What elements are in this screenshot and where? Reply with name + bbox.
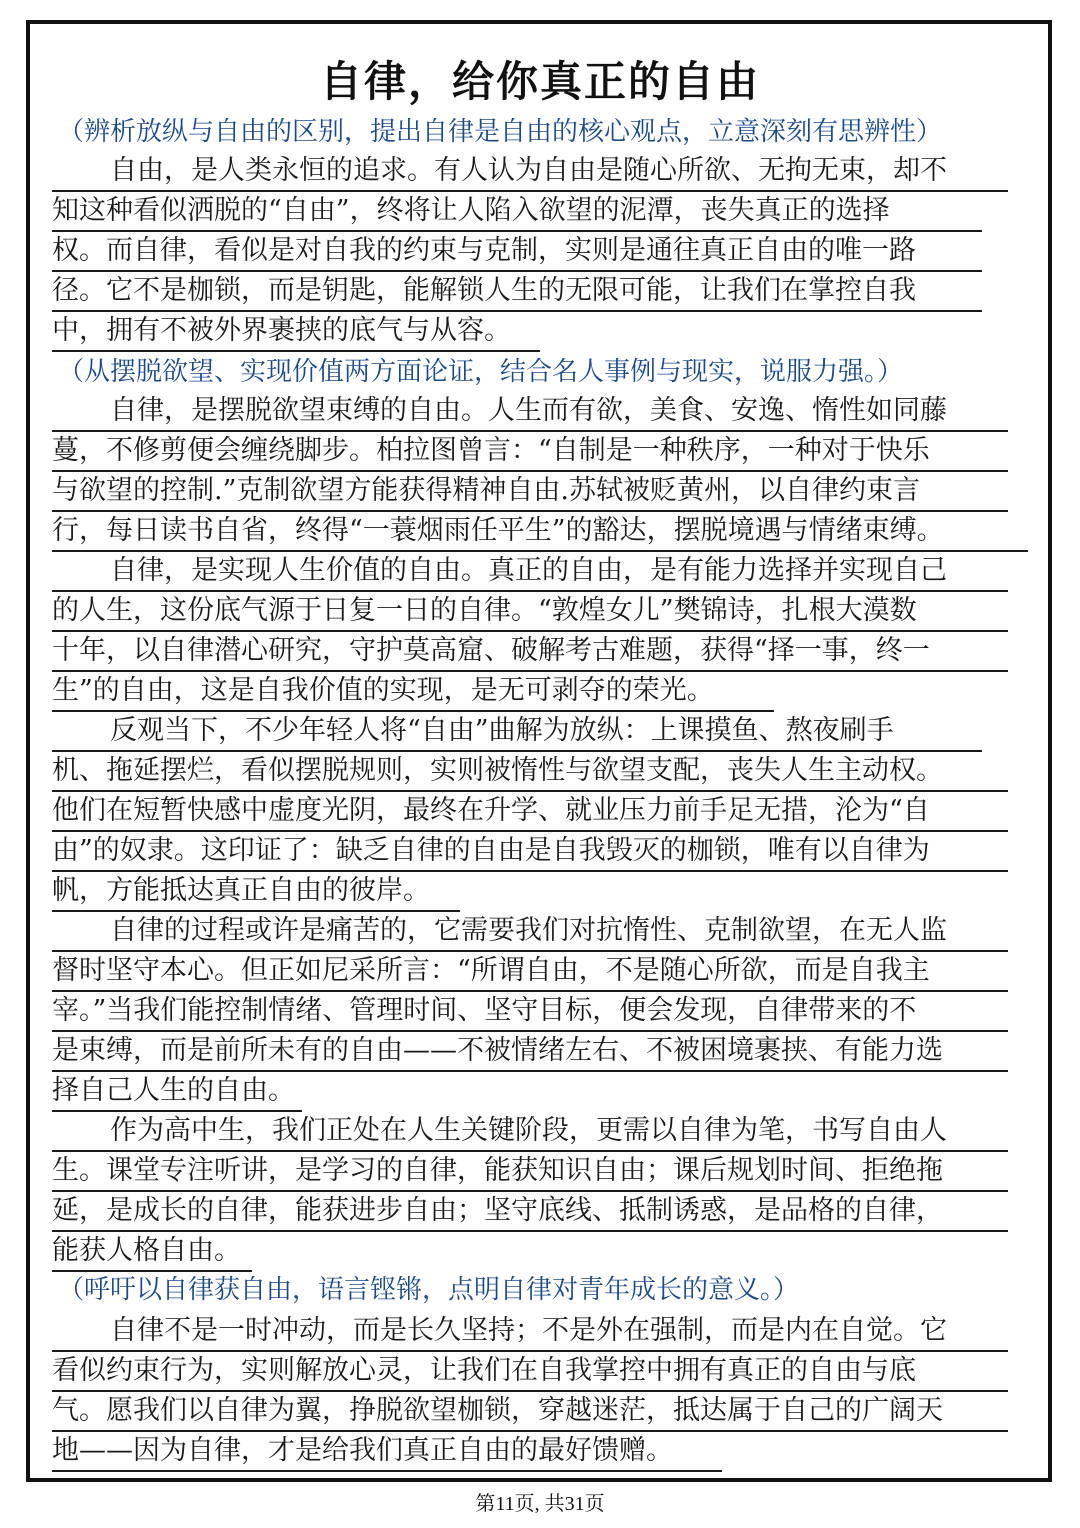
- text-line: 知这种看似洒脱的“自由”，终将让人陷入欲望的泥潭，丧失真正的选择: [52, 192, 982, 232]
- text-line: 自由，是人类永恒的追求。有人认为自由是随心所欲、无拘无束，却不: [52, 152, 1008, 192]
- text-line: 自律不是一时冲动，而是长久坚持；不是外在强制，而是内在自觉。它: [52, 1312, 1008, 1352]
- text-line: 宰。”当我们能控制情绪、管理时间、坚守目标，便会发现，自律带来的不: [52, 992, 1008, 1032]
- text-line: 径。它不是枷锁，而是钥匙，能解锁人生的无限可能，让我们在掌控自我: [52, 272, 982, 312]
- annotation-note: （呼吁以自律获自由，语言铿锵，点明自律对青年成长的意义。）: [58, 1275, 800, 1305]
- text-line: 自律，是实现人生价值的自由。真正的自由，是有能力选择并实现自己: [52, 552, 1008, 592]
- text-line: 的人生，这份底气源于日复一日的自律。“敦煌女儿”樊锦诗，扎根大漠数: [52, 592, 1008, 632]
- text-line: 由”的奴隶。这印证了：缺乏自律的自由是自我毁灭的枷锁，唯有以自律为: [52, 832, 1008, 872]
- text-line: 是束缚，而是前所未有的自由——不被情绪左右、不被困境裹挟、有能力选: [52, 1032, 1008, 1072]
- text-line: 延，是成长的自律，能获进步自由；坚守底线、抵制诱惑，是品格的自律，: [52, 1192, 1008, 1232]
- text-line: 能获人格自由。: [52, 1232, 252, 1272]
- annotation-note: （从摆脱欲望、实现价值两方面论证，结合名人事例与现实，说服力强。）: [58, 357, 904, 387]
- text-line: 地——因为自律，才是给我们真正自由的最好馈赠。: [52, 1432, 722, 1472]
- text-line: 反观当下，不少年轻人将“自由”曲解为放纵：上课摸鱼、熬夜刷手: [52, 712, 982, 752]
- text-line: 择自己人生的自由。: [52, 1072, 302, 1112]
- text-line: 机、拖延摆烂，看似摆脱规则，实则被惰性与欲望支配，丧失人生主动权。: [52, 752, 1008, 792]
- text-line: 生。课堂专注听讲，是学习的自律，能获知识自由；课后规划时间、拒绝拖: [52, 1152, 1008, 1192]
- text-line: 气。愿我们以自律为翼，挣脱欲望枷锁，穿越迷茫，抵达属于自己的广阔天: [52, 1392, 1008, 1432]
- text-line: 他们在短暂快感中虚度光阴，最终在升学、就业压力前手足无措，沦为“自: [52, 792, 1008, 832]
- text-line: 看似约束行为，实则解放心灵，让我们在自我掌控中拥有真正的自由与底: [52, 1352, 1008, 1392]
- annotation-note: （辨析放纵与自由的区别，提出自律是自由的核心观点，立意深刻有思辨性）: [58, 117, 943, 147]
- text-line: 生”的自由，这是自我价值的实现，是无可剥夺的荣光。: [52, 672, 774, 712]
- text-line: 自律，是摆脱欲望束缚的自由。人生而有欲，美食、安逸、惰性如同藤: [52, 392, 1008, 432]
- text-line: 权。而自律，看似是对自我的约束与克制，实则是通往真正自由的唯一路: [52, 232, 982, 272]
- text-line: 蔓，不修剪便会缠绕脚步。柏拉图曾言：“自制是一种秩序，一种对于快乐: [52, 432, 1008, 472]
- text-line: 行，每日读书自省，终得“一蓑烟雨任平生”的豁达，摆脱境遇与情绪束缚。: [52, 512, 1028, 552]
- text-line: 作为高中生，我们正处在人生关键阶段，更需以自律为笔，书写自由人: [52, 1112, 1008, 1152]
- text-line: 与欲望的控制.”克制欲望方能获得精神自由.苏轼被贬黄州，以自律约束言: [52, 472, 1008, 512]
- text-line: 帆，方能抵达真正自由的彼岸。: [52, 872, 460, 912]
- text-line: 督时坚守本心。但正如尼采所言：“所谓自由，不是随心所欲，而是自我主: [52, 952, 1008, 992]
- text-line: 中，拥有不被外界裹挟的底气与从容。: [52, 312, 540, 352]
- page-number: 第11页, 共31页: [475, 1493, 605, 1515]
- text-line: 十年，以自律潜心研究，守护莫高窟、破解考古难题，获得“择一事，终一: [52, 632, 1008, 672]
- text-line: 自律的过程或许是痛苦的，它需要我们对抗惰性、克制欲望，在无人监: [52, 912, 1008, 952]
- essay-title: 自律，给你真正的自由: [319, 57, 760, 106]
